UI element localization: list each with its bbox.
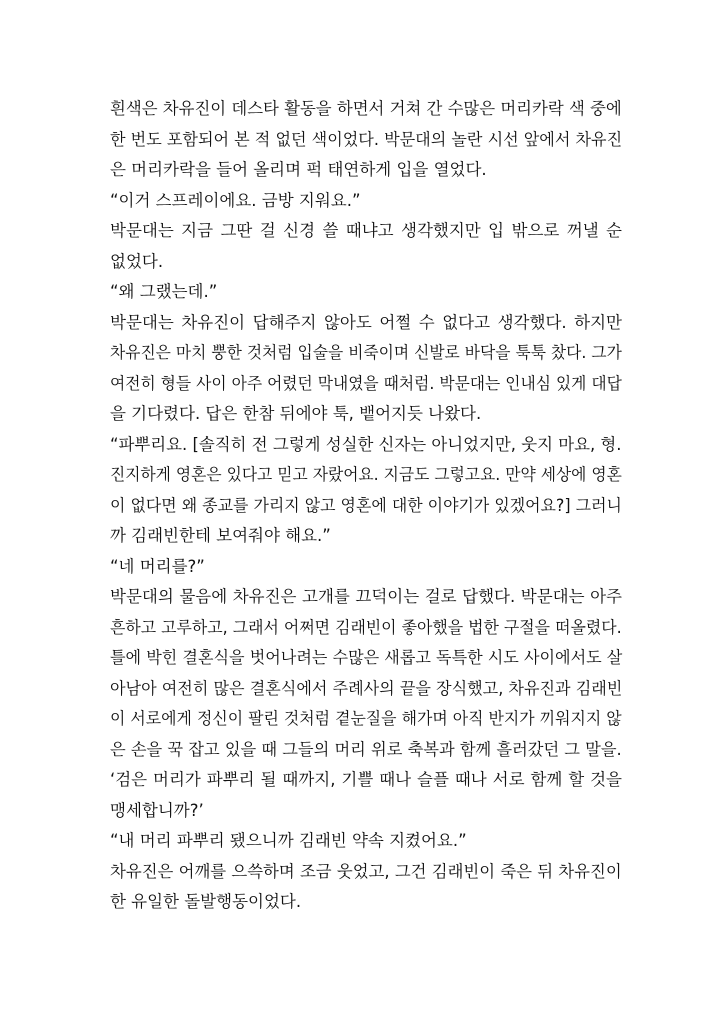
text-line: 은 손을 꾹 잡고 있을 때 그들의 머리 위로 축복과 함께 흘러갔던 그 말을. bbox=[110, 739, 622, 759]
text-line: 흔하고 고루하고, 그래서 어쩌면 김래빈이 좋아했을 법한 구절을 떠올렸다. bbox=[110, 617, 622, 637]
text-line: 박문대는 차유진이 답해주지 않아도 어쩔 수 없다고 생각했다. 하지만 bbox=[110, 312, 622, 332]
text-line: 박문대는 지금 그딴 걸 신경 쓸 때냐고 생각했지만 입 밖으로 꺼낼 순 bbox=[110, 221, 622, 240]
text-line: ‘검은 머리가 파뿌리 될 때까지, 기쁠 때나 슬플 때나 서로 함께 할 것을 bbox=[110, 770, 622, 789]
text-line: 은 머리카락을 들어 올리며 퍽 태연하게 입을 열었다. bbox=[110, 160, 487, 179]
text-line: 이 서로에게 정신이 팔린 것처럼 곁눈질을 해가며 아직 반지가 끼워지지 않 bbox=[110, 709, 622, 728]
text-line: “이거 스프레이에요. 금방 지워요.” bbox=[110, 190, 361, 210]
text-line: 차유진은 마치 뿡한 것처럼 입술을 비죽이며 신발로 바닥을 툭툭 찼다. 그가 bbox=[110, 343, 622, 362]
text-line: “파뿌리요. [솔직히 전 그렇게 성실한 신자는 아니었지만, 웃지 마요, 형. bbox=[110, 434, 622, 454]
text-line: 차유진은 어깨를 으쓱하며 조금 웃었고, 그건 김래빈이 죽은 뒤 차유진이 bbox=[110, 861, 622, 881]
text-line: 여전히 형들 사이 아주 어렸던 막내였을 때처럼. 박문대는 인내심 있게 대답 bbox=[110, 373, 622, 393]
text-line: 진지하게 영혼은 있다고 믿고 자랐어요. 지금도 그렇고요. 만약 세상에 영혼 bbox=[110, 465, 622, 484]
text-line: 틀에 박힌 결혼식을 벗어나려는 수많은 새롭고 독특한 시도 사이에서도 살 bbox=[110, 648, 623, 667]
text-line: “왜 그랬는데.” bbox=[110, 282, 218, 301]
text-line: 흰색은 차유진이 데스타 활동을 하면서 거쳐 간 수많은 머리카락 색 중에 bbox=[110, 99, 622, 118]
text-line: 한 번도 포함되어 본 적 없던 색이었다. 박문대의 놀란 시선 앞에서 차유진 bbox=[110, 129, 623, 149]
text-line: “네 머리를?” bbox=[110, 556, 205, 576]
text-line: 이 없다면 왜 종교를 가리지 않고 영혼에 대한 이야기가 있겠어요?] 그러니 bbox=[110, 495, 622, 515]
text-line: 까 김래빈한테 보여줘야 해요.” bbox=[110, 526, 331, 545]
body-text bbox=[110, 94, 622, 918]
text-line: 맹세합니까?’ bbox=[110, 800, 204, 820]
text-line: “내 머리 파뿌리 됐으니까 김래빈 약속 지켰어요.” bbox=[110, 831, 467, 850]
text-line: 없었다. bbox=[110, 251, 164, 271]
text-line: 아남아 여전히 많은 결혼식에서 주례사의 끝을 장식했고, 차유진과 김래빈 bbox=[110, 678, 623, 698]
text-line: 한 유일한 돌발행동이었다. bbox=[110, 892, 302, 911]
text-line: 을 기다렸다. 답은 한참 뒤에야 툭, 뱉어지듯 나왔다. bbox=[110, 404, 482, 423]
text-line: 박문대의 물음에 차유진은 고개를 끄덕이는 걸로 답했다. 박문대는 아주 bbox=[110, 587, 622, 606]
